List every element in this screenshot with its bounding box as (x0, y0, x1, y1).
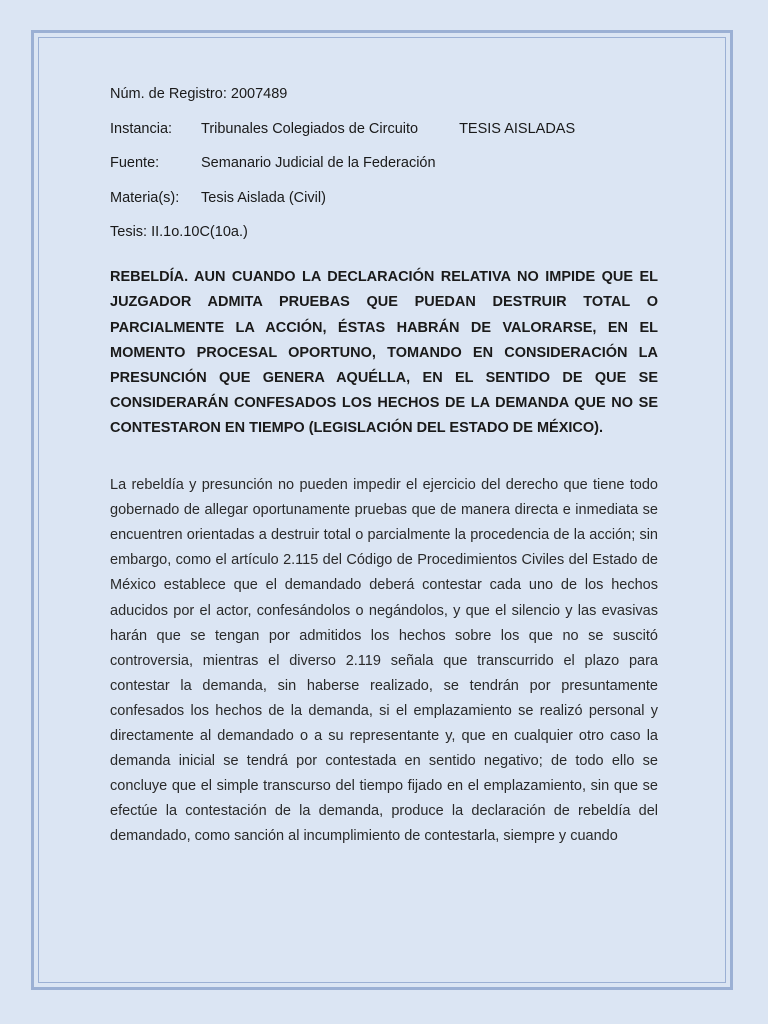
tesis-text: Tesis: II.1o.10C(10a.) (110, 224, 248, 241)
registro-line (110, 84, 658, 104)
thesis-heading: REBELDÍA. AUN CUANDO LA DECLARACIÓN RELATIVA NO IMPIDE QUE EL JUZGADOR ADMITA PRUEBAS QUE PUEDAN DESTRUIR TOTAL O PARCIALMENTE LA ACCIÓN, ÉSTAS HABRÁN DE VALORARSE, EN EL MOMENTO PROCESAL OPORTUNO, TOMANDO EN CONSIDERACIÓN LA PRESUNCIÓN QUE GENERA AQUÉLLA, EN EL SENTIDO DE QUE SE CONSIDERARÁN CONFESADOS LOS HECHOS DE LA DEMANDA QUE NO SE CONTESTARON EN TIEMPO (LEGISLACIÓN DEL ESTADO DE MÉXICO). (110, 269, 658, 436)
instancia-value: Tribunales Colegiados de Circuito (201, 120, 419, 137)
materia-value: Tesis Aislada (Civil) (201, 189, 326, 206)
thesis-body: La rebeldía y presunción no pueden impedir el ejercicio del derecho que tiene todo gobernado de allegar oportunamente pruebas que de manera directa e inmediata se encuentren orientadas a destruir total o parcialmente la procedencia de la acción; sin embargo, como el artículo 2.115 del Código de Procedimientos Civiles del Estado de México establece que el demandado deberá contestar cada uno de los hechos aducidos por el actor, confesándolos o negándolos, y que el silencio y las evasivas harán que se tengan por admitidos los hechos sobre los que no se suscitó controversia, mientras el diverso 2.119 señala que transcurrido el plazo para contestar la demanda, sin haberse realizado, se tendrán por presuntamente confesados los hechos de la demanda, si el emplazamiento se realizó personal y directamente al demandado o a su representante y, que en cualquier otro caso la demanda inicial se tendrá por contestada en sentido negativo; de todo ello se concluye que el simple transcurso del tiempo fijado en el emplazamiento, sin que se efectúe la contestación de la demanda, produce la declaración de rebeldía del demandado, como sanción al incumplimiento de contestarla, siempre y cuando (110, 477, 658, 845)
registro-text: Núm. de Registro: 2007489 (110, 86, 288, 102)
tesis-line (110, 222, 658, 242)
instancia-line (110, 119, 658, 139)
document-content (110, 84, 658, 849)
materia-line (110, 188, 658, 208)
instancia-label: Instancia: (110, 120, 173, 137)
fuente-value: Semanario Judicial de la Federación (201, 155, 436, 172)
fuente-line (110, 153, 658, 173)
fuente-label: Fuente: (110, 155, 160, 172)
materia-label: Materia(s): (110, 189, 180, 206)
tesis-tipo: TESIS AISLADAS (459, 120, 576, 137)
